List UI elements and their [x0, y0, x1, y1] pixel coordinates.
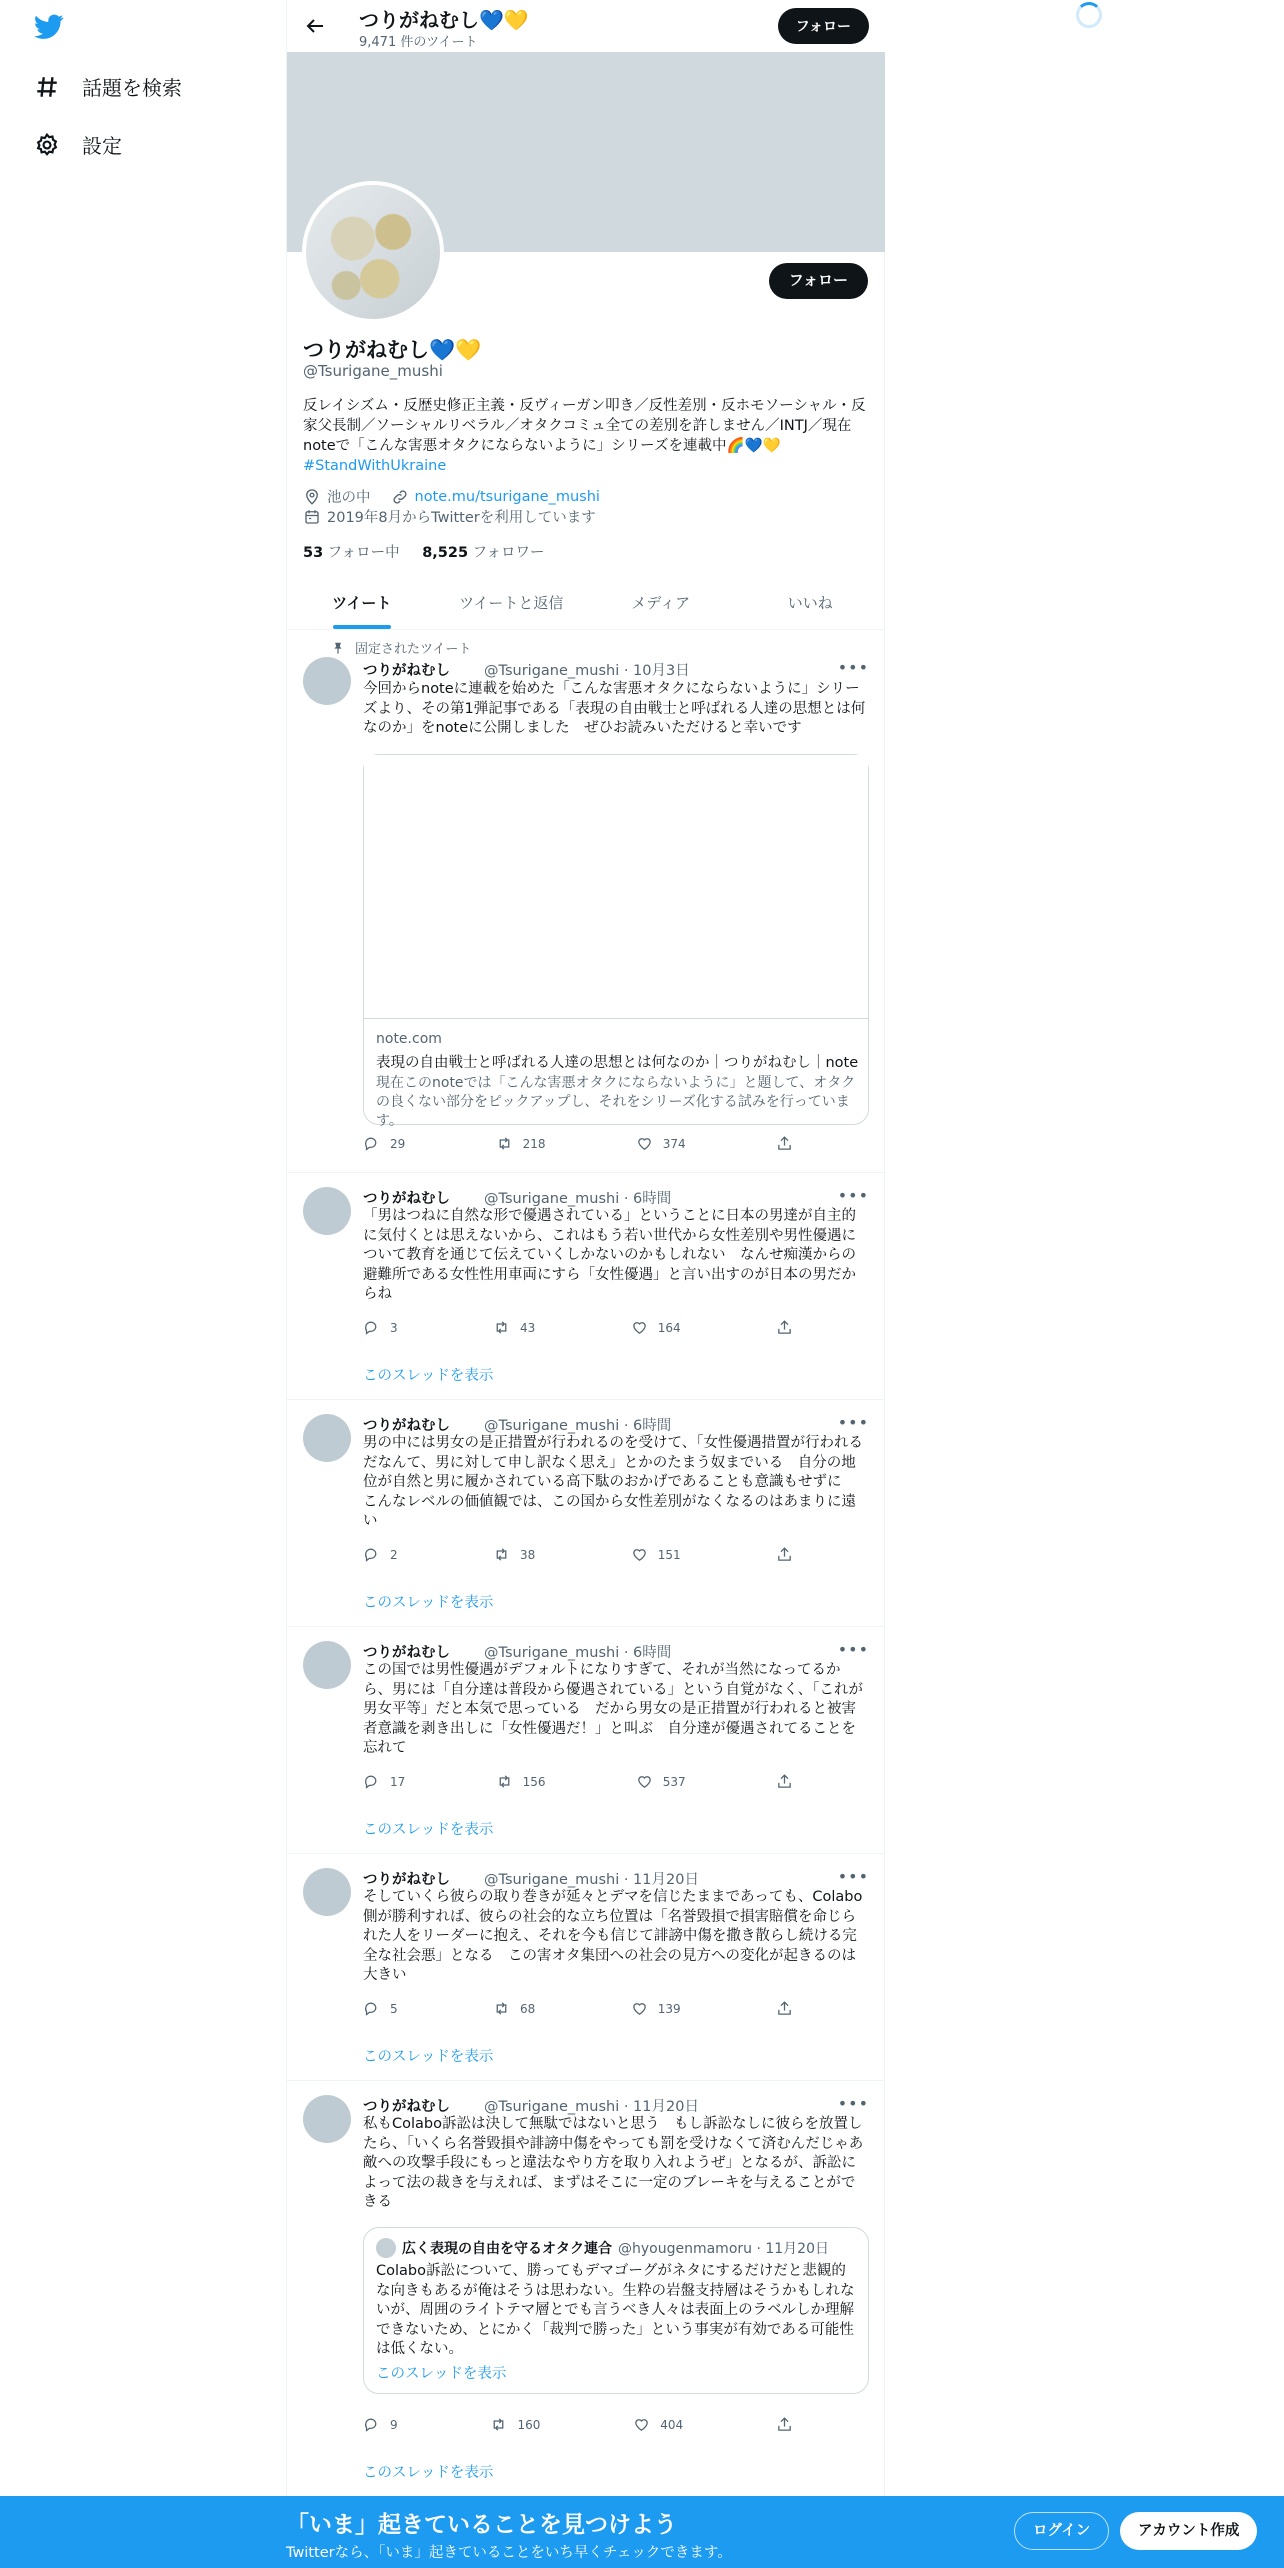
- tweet-text: この国では男性優遇がデフォルトになりすぎて、それが当然になってるから、男には「自分達は普段から優遇されている」という自覚がなく、「これが男女平等」だと本気で思っている だから男女の是正措置が行われると被害者意識を剥き出しに「女性優遇だ！」と叫ぶ 自分達が優遇されてることを忘れて: [363, 1662, 863, 1756]
- share-icon: [776, 1773, 793, 1790]
- tweet-avatar[interactable]: [303, 1187, 351, 1235]
- like-count: 404: [660, 2417, 684, 2432]
- like-count: 537: [662, 1774, 686, 1789]
- tweet-author-name[interactable]: つりがねむし: [363, 1418, 450, 1434]
- reply-button[interactable]: [363, 2000, 398, 2017]
- login-button[interactable]: ログイン: [1014, 2512, 1109, 2550]
- quoted-show-thread-link[interactable]: このスレッドを表示: [376, 2365, 507, 2382]
- reply-button[interactable]: [363, 1773, 405, 1790]
- more-options-icon[interactable]: •••: [837, 1867, 869, 1886]
- profile-column: [286, 0, 885, 2568]
- like-button[interactable]: [631, 1319, 681, 1336]
- quoted-tweet-header: [376, 2238, 856, 2258]
- pin-icon: [331, 641, 345, 655]
- share-button[interactable]: [776, 1319, 793, 1336]
- link-card-image: [364, 755, 868, 1019]
- follow-button[interactable]: フォロー: [769, 263, 868, 299]
- retweet-count: 218: [522, 1136, 546, 1151]
- quoted-tweet-meta: @hyougenmamoru · 11月20日: [618, 2241, 829, 2257]
- like-button[interactable]: [631, 1546, 681, 1563]
- show-thread-link[interactable]: このスレッドを表示: [363, 1595, 494, 1611]
- twitter-logo-icon[interactable]: [34, 14, 64, 40]
- tweet-avatar[interactable]: [303, 1641, 351, 1689]
- profile-display-name: つりがねむし💙💛: [303, 338, 482, 362]
- share-button[interactable]: [776, 2000, 793, 2017]
- retweet-icon: [493, 1546, 510, 1563]
- profile-joined-row: [303, 506, 596, 527]
- retweet-icon: [490, 2416, 507, 2433]
- following-label: フォロー中: [323, 545, 400, 561]
- reply-count: 17: [390, 1774, 406, 1789]
- tab-media[interactable]: メディア: [631, 594, 691, 612]
- more-options-icon[interactable]: •••: [837, 1413, 869, 1432]
- tweet-author-name[interactable]: つりがねむし: [363, 2099, 450, 2115]
- link-card-body: [364, 1019, 868, 1129]
- reply-button[interactable]: [363, 2416, 398, 2433]
- location-pin-icon: [303, 488, 321, 506]
- tab-tweets[interactable]: ツイート: [287, 577, 437, 629]
- like-button[interactable]: [636, 1773, 686, 1790]
- link-card-title: 表現の自由戦士と呼ばれる人達の思想とは何なのか｜つりがねむし｜note: [376, 1055, 859, 1071]
- retweet-icon: [496, 1773, 513, 1790]
- tweet-header: [363, 1414, 671, 1435]
- profile-stats: [303, 541, 544, 562]
- profile-joined-date: 2019年8月からTwitterを利用しています: [327, 510, 596, 526]
- tweet-avatar[interactable]: [303, 2095, 351, 2143]
- retweet-count: 156: [522, 1774, 546, 1789]
- retweet-icon: [496, 1135, 513, 1152]
- hashtag-icon: [34, 74, 60, 100]
- signup-prompt-bar: [0, 2496, 1284, 2568]
- like-count: 374: [662, 1136, 686, 1151]
- tweet-text: 男の中には男女の是正措置が行われるのを受けて、「女性優遇措置が行われるだなんて、男に対して申し訳なく思え」とかのたまう奴までいる 自分の地位が自然と男に履かされている高下駄のおかげであることも意識もせずに こんなレベルの価値観では、この国から女性差別がなくなるのはあまりに遠い: [363, 1435, 863, 1529]
- heart-icon: [636, 1135, 653, 1152]
- share-button[interactable]: [776, 2416, 793, 2433]
- tweet-meta[interactable]: @Tsurigane_mushi · 11月20日: [484, 1872, 699, 1888]
- reply-icon: [363, 1319, 380, 1336]
- profile-tabs: [287, 577, 885, 630]
- tweet-actions: [363, 1546, 793, 1563]
- share-button[interactable]: [776, 1546, 793, 1563]
- reply-count: 9: [390, 2417, 398, 2432]
- like-button[interactable]: [633, 2416, 683, 2433]
- tweet-meta[interactable]: @Tsurigane_mushi · 11月20日: [484, 2099, 699, 2115]
- header-display-name: つりがねむし💙💛: [359, 8, 529, 32]
- retweet-button[interactable]: [493, 1319, 535, 1336]
- header-tweet-count: 9,471 件のツイート: [359, 35, 478, 50]
- nav-explore[interactable]: [34, 72, 182, 101]
- profile-avatar[interactable]: [302, 181, 444, 323]
- heart-icon: [631, 1319, 648, 1336]
- retweet-button[interactable]: [490, 2416, 540, 2433]
- profile-bio: [303, 396, 869, 476]
- show-thread-link[interactable]: このスレッドを表示: [363, 1368, 494, 1384]
- share-icon: [776, 2416, 793, 2433]
- link-card-domain: note.com: [376, 1031, 442, 1047]
- back-arrow-icon[interactable]: [303, 14, 327, 38]
- share-icon: [776, 2000, 793, 2017]
- retweet-count: 68: [520, 2001, 536, 2016]
- tweet-actions: [363, 2416, 793, 2433]
- tweet[interactable]: [287, 1854, 885, 2081]
- reply-count: 3: [390, 1320, 398, 1335]
- share-icon: [776, 1546, 793, 1563]
- reply-icon: [363, 1135, 380, 1152]
- followers-label: フォロワー: [468, 545, 545, 561]
- tweet-author-name[interactable]: つりがねむし: [363, 1191, 450, 1207]
- gear-icon: [34, 132, 60, 158]
- tweet-author-name[interactable]: つりがねむし: [363, 663, 450, 679]
- tweet-text: 今回からnoteに連載を始めた「こんな害悪オタクにならないように」シリーズより、その第1弾記事である「表現の自由戦士と呼ばれる人達の思想とは何なのか」をnoteに公開しました ぜひお読みいただけると幸いです: [363, 681, 866, 736]
- tweet-meta[interactable]: @Tsurigane_mushi · 10月3日: [484, 663, 690, 679]
- create-account-button[interactable]: アカウント作成: [1120, 2512, 1257, 2550]
- tweet-header: [363, 659, 690, 680]
- profile-location: 池の中: [327, 490, 371, 506]
- retweet-button[interactable]: [493, 1546, 535, 1563]
- profile-url-link[interactable]: note.mu/tsurigane_mushi: [414, 488, 600, 505]
- like-count: 151: [657, 1547, 681, 1562]
- more-options-icon[interactable]: •••: [837, 658, 869, 677]
- retweet-count: 160: [517, 2417, 541, 2432]
- tweet-meta[interactable]: @Tsurigane_mushi · 6時間: [484, 1191, 672, 1207]
- following-count: 53: [303, 545, 324, 561]
- tweet-author-name[interactable]: つりがねむし: [363, 1872, 450, 1888]
- quoted-tweet[interactable]: [363, 2227, 869, 2394]
- tweet-actions: [363, 1773, 793, 1790]
- show-thread-link[interactable]: このスレッドを表示: [363, 1822, 494, 1838]
- profile-header-bar: [287, 0, 885, 52]
- reply-count: 29: [390, 1136, 406, 1151]
- tweet-with-quote[interactable]: [287, 2081, 885, 2496]
- reply-icon: [363, 2416, 380, 2433]
- tweet-avatar[interactable]: [303, 1868, 351, 1916]
- reply-button[interactable]: [363, 1135, 405, 1152]
- reply-icon: [363, 2000, 380, 2017]
- more-options-icon[interactable]: •••: [837, 2094, 869, 2113]
- show-thread-link[interactable]: このスレッドを表示: [363, 2049, 494, 2065]
- nav-settings-label: 設定: [82, 134, 122, 158]
- tweet-actions: [363, 1319, 793, 1336]
- tweet[interactable]: [287, 1627, 885, 1854]
- tweet-avatar[interactable]: [303, 1414, 351, 1462]
- bio-hashtag-link[interactable]: #StandWithUkraine: [303, 458, 447, 474]
- share-button[interactable]: [776, 1135, 793, 1152]
- reply-button[interactable]: [363, 1319, 398, 1336]
- tweet-header: [363, 2095, 699, 2116]
- nav-explore-label: 話題を検索: [82, 76, 182, 100]
- share-icon: [776, 1135, 793, 1152]
- header-follow-button[interactable]: フォロー: [778, 8, 869, 44]
- retweet-button[interactable]: [496, 1135, 546, 1152]
- heart-icon: [631, 2000, 648, 2017]
- like-button[interactable]: [631, 2000, 681, 2017]
- link-card-description: 現在このnoteでは「こんな害悪オタクにならないように」と題して、オタクの良くない部分をピックアップし、それをシリーズ化する試みを行っています。: [376, 1075, 856, 1129]
- calendar-icon: [303, 508, 321, 526]
- signup-prompt-title: 「いま」起きていることを見つけよう: [286, 2512, 677, 2538]
- tab-likes[interactable]: いいね: [787, 594, 833, 612]
- retweet-count: 38: [520, 1547, 536, 1562]
- reply-icon: [363, 1546, 380, 1563]
- link-card[interactable]: [363, 754, 869, 1129]
- reply-button[interactable]: [363, 1546, 398, 1563]
- followers-link[interactable]: [422, 545, 544, 561]
- reply-count: 2: [390, 1547, 398, 1562]
- tweet[interactable]: [287, 1173, 885, 1400]
- tab-tweets-and-replies[interactable]: ツイートと返信: [459, 594, 564, 612]
- heart-icon: [636, 1773, 653, 1790]
- tweet-text: 私もColabo訴訟は決して無駄ではないと思う もし訴訟なしに彼らを放置したら、「いくら名誉毀損や誹謗中傷をやっても罰を受けなくて済むんだじゃあ敵への攻撃手段にもっと違法なやり方を取り入れようぜ」となるが、訴訟によって法の裁きを与えれば、まずはそこに一定のブレーキを与えることができる: [363, 2116, 864, 2210]
- tweet-meta[interactable]: @Tsurigane_mushi · 6時間: [484, 1645, 672, 1661]
- share-button[interactable]: [776, 1773, 793, 1790]
- more-options-icon[interactable]: •••: [837, 1186, 869, 1205]
- like-count: 164: [657, 1320, 681, 1335]
- link-icon: [391, 488, 409, 506]
- pinned-label: 固定されたツイート: [355, 642, 472, 657]
- tweet-avatar[interactable]: [303, 657, 351, 705]
- tweet-actions: [363, 1135, 793, 1152]
- tweet[interactable]: [287, 1400, 885, 1627]
- retweet-button[interactable]: [496, 1773, 546, 1790]
- tweet-actions: [363, 2000, 793, 2017]
- following-link[interactable]: [303, 545, 400, 561]
- profile-bio-text: 反レイシズム・反歴史修正主義・反ヴィーガン叩き／反性差別・反ホモソーシャル・反家父長制／ソーシャルリベラル／オタクコミュ全ての差別を許しません／INTJ／現在noteで「こんな害悪オタクにならないように」シリーズを連載中🌈💙💛: [303, 398, 866, 454]
- tweet-header: [363, 1187, 671, 1208]
- tweet-text: 「男はつねに自然な形で優遇されている」ということに日本の男達が自主的に気付くとは思えないから、これはもう若い世代から女性差別や男性優遇について教育を通じて伝えていくしかないのかもしれない なんせ痴漢からの避難所である女性性用車両にすら「女性優遇」と言い出すのが日本の男だからね: [363, 1208, 856, 1302]
- tweet-header: [363, 1868, 699, 1889]
- more-options-icon[interactable]: •••: [837, 1640, 869, 1659]
- show-thread-link[interactable]: このスレッドを表示: [363, 2465, 494, 2481]
- tweet-meta[interactable]: @Tsurigane_mushi · 6時間: [484, 1418, 672, 1434]
- quoted-tweet-avatar: [376, 2238, 396, 2258]
- retweet-icon: [493, 1319, 510, 1336]
- followers-count: 8,525: [422, 545, 469, 561]
- pinned-indicator: [331, 638, 471, 657]
- tweet-pinned[interactable]: [287, 630, 885, 1173]
- profile-handle: @Tsurigane_mushi: [303, 362, 443, 380]
- reply-icon: [363, 1773, 380, 1790]
- retweet-button[interactable]: [493, 2000, 535, 2017]
- quoted-author-name: 広く表現の自由を守るオタク連合: [402, 2241, 612, 2257]
- quoted-tweet-text: Colabo訴訟について、勝ってもデマゴーグがネタにするだけだと悲観的な向きもあるが俺はそうは思わない。生粋の岩盤支持層はそうかもしれないが、周囲のライトテマ層とでも言うべき人々は表面上のラベルしか理解できないため、とにかく「裁判で勝った」という事実が有効である可能性は低くない。: [376, 2263, 855, 2357]
- retweet-count: 43: [520, 1320, 536, 1335]
- heart-icon: [633, 2416, 650, 2433]
- share-icon: [776, 1319, 793, 1336]
- retweet-icon: [493, 2000, 510, 2017]
- profile-meta-row: [303, 486, 600, 507]
- tweet-header: [363, 1641, 671, 1662]
- like-button[interactable]: [636, 1135, 686, 1152]
- heart-icon: [631, 1546, 648, 1563]
- tweet-text: そしていくら彼らの取り巻きが延々とデマを信じたままであっても、Colabo側が勝利すれば、彼らの社会的な立ち位置は「名誉毀損で損害賠償を命じられた人をリーダーに抱え、それを今も信じて誹謗中傷を撒き散らし続ける完全な社会悪」となる この害オタ集団への社会の見方への変化が起きるのは大きい: [363, 1889, 863, 1983]
- signup-prompt-subtitle: Twitterなら、「いま」起きていることをいち早くチェックできます。: [286, 2545, 732, 2561]
- reply-count: 5: [390, 2001, 398, 2016]
- loading-spinner-icon: [1076, 2, 1102, 28]
- like-count: 139: [657, 2001, 681, 2016]
- tweet-author-name[interactable]: つりがねむし: [363, 1645, 450, 1661]
- nav-settings[interactable]: [34, 130, 122, 159]
